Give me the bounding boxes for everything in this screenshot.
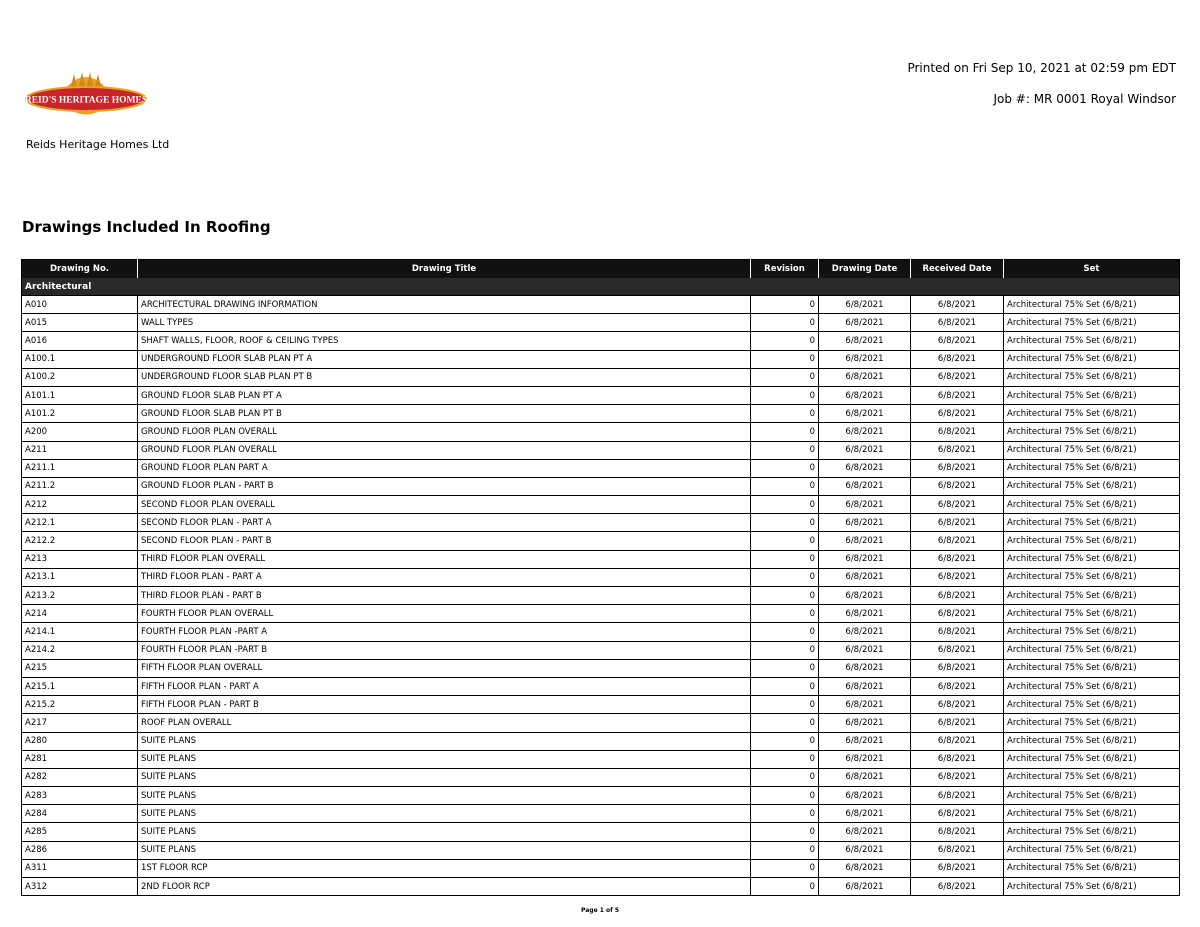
col-header-drawing-date: Drawing Date — [819, 260, 911, 279]
set-cell: Architectural 75% Set (6/8/21) — [1004, 386, 1180, 404]
drawing-date-cell: 6/8/2021 — [819, 732, 911, 750]
drawing-no-cell: A311 — [22, 859, 138, 877]
table-row — [22, 459, 1180, 477]
drawing-no-cell: A213.2 — [22, 587, 138, 605]
col-header-received-date: Received Date — [911, 260, 1004, 279]
drawing-date-cell: 6/8/2021 — [819, 623, 911, 641]
drawing-date-cell: 6/8/2021 — [819, 696, 911, 714]
table-row — [22, 696, 1180, 714]
set-cell: Architectural 75% Set (6/8/21) — [1004, 459, 1180, 477]
drawing-no-cell: A215.2 — [22, 696, 138, 714]
set-cell: Architectural 75% Set (6/8/21) — [1004, 477, 1180, 495]
set-cell: Architectural 75% Set (6/8/21) — [1004, 641, 1180, 659]
drawing-title-cell: GROUND FLOOR SLAB PLAN PT A — [138, 386, 751, 404]
set-cell: Architectural 75% Set (6/8/21) — [1004, 623, 1180, 641]
table-row — [22, 659, 1180, 677]
revision-cell: 0 — [751, 587, 819, 605]
drawing-no-cell: A010 — [22, 296, 138, 314]
received-date-cell: 6/8/2021 — [911, 805, 1004, 823]
table-row — [22, 386, 1180, 404]
drawing-no-cell: A101.2 — [22, 405, 138, 423]
logo-wordmark: REID'S HERITAGE HOMES — [24, 95, 148, 106]
printed-timestamp: Printed on Fri Sep 10, 2021 at 02:59 pm EDT — [907, 61, 1176, 75]
drawing-no-cell: A280 — [22, 732, 138, 750]
drawing-title-cell: SECOND FLOOR PLAN - PART B — [138, 532, 751, 550]
table-row — [22, 514, 1180, 532]
set-cell: Architectural 75% Set (6/8/21) — [1004, 787, 1180, 805]
received-date-cell: 6/8/2021 — [911, 605, 1004, 623]
revision-cell: 0 — [751, 368, 819, 386]
drawing-date-cell: 6/8/2021 — [819, 332, 911, 350]
set-cell: Architectural 75% Set (6/8/21) — [1004, 332, 1180, 350]
drawing-date-cell: 6/8/2021 — [819, 659, 911, 677]
table-row — [22, 423, 1180, 441]
drawing-no-cell: A214.1 — [22, 623, 138, 641]
revision-cell: 0 — [751, 732, 819, 750]
drawing-no-cell: A212.2 — [22, 532, 138, 550]
table-row — [22, 496, 1180, 514]
table-row — [22, 332, 1180, 350]
table-row — [22, 641, 1180, 659]
drawing-title-cell: ARCHITECTURAL DRAWING INFORMATION — [138, 296, 751, 314]
drawing-no-cell: A312 — [22, 878, 138, 896]
drawing-no-cell: A283 — [22, 787, 138, 805]
set-cell: Architectural 75% Set (6/8/21) — [1004, 550, 1180, 568]
drawing-date-cell: 6/8/2021 — [819, 514, 911, 532]
drawing-no-cell: A281 — [22, 750, 138, 768]
set-cell: Architectural 75% Set (6/8/21) — [1004, 441, 1180, 459]
set-cell: Architectural 75% Set (6/8/21) — [1004, 532, 1180, 550]
received-date-cell: 6/8/2021 — [911, 368, 1004, 386]
col-header-revision: Revision — [751, 260, 819, 279]
set-cell: Architectural 75% Set (6/8/21) — [1004, 368, 1180, 386]
drawing-title-cell: SUITE PLANS — [138, 768, 751, 786]
drawing-date-cell: 6/8/2021 — [819, 714, 911, 732]
received-date-cell: 6/8/2021 — [911, 332, 1004, 350]
set-cell: Architectural 75% Set (6/8/21) — [1004, 423, 1180, 441]
received-date-cell: 6/8/2021 — [911, 477, 1004, 495]
revision-cell: 0 — [751, 386, 819, 404]
set-cell: Architectural 75% Set (6/8/21) — [1004, 605, 1180, 623]
drawing-title-cell: GROUND FLOOR PLAN OVERALL — [138, 423, 751, 441]
drawing-date-cell: 6/8/2021 — [819, 605, 911, 623]
drawing-date-cell: 6/8/2021 — [819, 459, 911, 477]
drawing-title-cell: SECOND FLOOR PLAN OVERALL — [138, 496, 751, 514]
received-date-cell: 6/8/2021 — [911, 459, 1004, 477]
set-cell: Architectural 75% Set (6/8/21) — [1004, 823, 1180, 841]
drawing-date-cell: 6/8/2021 — [819, 768, 911, 786]
set-cell: Architectural 75% Set (6/8/21) — [1004, 714, 1180, 732]
drawing-title-cell: 2ND FLOOR RCP — [138, 878, 751, 896]
revision-cell: 0 — [751, 859, 819, 877]
drawing-no-cell: A100.1 — [22, 350, 138, 368]
drawing-no-cell: A211.2 — [22, 477, 138, 495]
drawing-title-cell: GROUND FLOOR PLAN - PART B — [138, 477, 751, 495]
drawing-date-cell: 6/8/2021 — [819, 587, 911, 605]
set-cell: Architectural 75% Set (6/8/21) — [1004, 732, 1180, 750]
received-date-cell: 6/8/2021 — [911, 859, 1004, 877]
drawing-no-cell: A285 — [22, 823, 138, 841]
received-date-cell: 6/8/2021 — [911, 659, 1004, 677]
table-row — [22, 768, 1180, 786]
drawing-no-cell: A015 — [22, 314, 138, 332]
revision-cell: 0 — [751, 477, 819, 495]
drawing-no-cell: A284 — [22, 805, 138, 823]
drawing-date-cell: 6/8/2021 — [819, 841, 911, 859]
table-row — [22, 623, 1180, 641]
drawing-title-cell: FIFTH FLOOR PLAN - PART A — [138, 677, 751, 695]
received-date-cell: 6/8/2021 — [911, 532, 1004, 550]
revision-cell: 0 — [751, 805, 819, 823]
drawing-date-cell: 6/8/2021 — [819, 859, 911, 877]
page-title: Drawings Included In Roofing — [22, 218, 271, 236]
drawing-no-cell: A213 — [22, 550, 138, 568]
drawing-date-cell: 6/8/2021 — [819, 805, 911, 823]
drawing-title-cell: SHAFT WALLS, FLOOR, ROOF & CEILING TYPES — [138, 332, 751, 350]
received-date-cell: 6/8/2021 — [911, 550, 1004, 568]
received-date-cell: 6/8/2021 — [911, 514, 1004, 532]
drawing-title-cell: SUITE PLANS — [138, 841, 751, 859]
drawing-no-cell: A212.1 — [22, 514, 138, 532]
col-header-set: Set — [1004, 260, 1180, 279]
drawing-no-cell: A100.2 — [22, 368, 138, 386]
set-cell: Architectural 75% Set (6/8/21) — [1004, 696, 1180, 714]
received-date-cell: 6/8/2021 — [911, 714, 1004, 732]
table-row — [22, 568, 1180, 586]
received-date-cell: 6/8/2021 — [911, 787, 1004, 805]
table-row — [22, 714, 1180, 732]
table-body — [22, 278, 1180, 896]
revision-cell: 0 — [751, 750, 819, 768]
drawing-title-cell: 1ST FLOOR RCP — [138, 859, 751, 877]
section-label: Architectural — [22, 278, 1180, 296]
drawing-date-cell: 6/8/2021 — [819, 368, 911, 386]
drawing-date-cell: 6/8/2021 — [819, 441, 911, 459]
received-date-cell: 6/8/2021 — [911, 696, 1004, 714]
set-cell: Architectural 75% Set (6/8/21) — [1004, 859, 1180, 877]
revision-cell: 0 — [751, 768, 819, 786]
drawing-date-cell: 6/8/2021 — [819, 405, 911, 423]
drawing-no-cell: A215.1 — [22, 677, 138, 695]
drawing-date-cell: 6/8/2021 — [819, 787, 911, 805]
drawing-title-cell: UNDERGROUND FLOOR SLAB PLAN PT A — [138, 350, 751, 368]
drawing-no-cell: A200 — [22, 423, 138, 441]
set-cell: Architectural 75% Set (6/8/21) — [1004, 496, 1180, 514]
received-date-cell: 6/8/2021 — [911, 587, 1004, 605]
received-date-cell: 6/8/2021 — [911, 623, 1004, 641]
set-cell: Architectural 75% Set (6/8/21) — [1004, 296, 1180, 314]
table-row — [22, 841, 1180, 859]
drawing-title-cell: SUITE PLANS — [138, 823, 751, 841]
revision-cell: 0 — [751, 459, 819, 477]
revision-cell: 0 — [751, 677, 819, 695]
revision-cell: 0 — [751, 332, 819, 350]
logo-graphic — [24, 70, 148, 120]
table-row — [22, 732, 1180, 750]
drawings-table — [21, 259, 1180, 896]
drawing-date-cell: 6/8/2021 — [819, 823, 911, 841]
revision-cell: 0 — [751, 605, 819, 623]
table-row — [22, 296, 1180, 314]
set-cell: Architectural 75% Set (6/8/21) — [1004, 405, 1180, 423]
set-cell: Architectural 75% Set (6/8/21) — [1004, 768, 1180, 786]
revision-cell: 0 — [751, 441, 819, 459]
revision-cell: 0 — [751, 568, 819, 586]
received-date-cell: 6/8/2021 — [911, 750, 1004, 768]
received-date-cell: 6/8/2021 — [911, 841, 1004, 859]
drawing-no-cell: A211.1 — [22, 459, 138, 477]
drawing-title-cell: FIFTH FLOOR PLAN OVERALL — [138, 659, 751, 677]
table-row — [22, 823, 1180, 841]
drawing-no-cell: A211 — [22, 441, 138, 459]
drawing-date-cell: 6/8/2021 — [819, 641, 911, 659]
drawing-date-cell: 6/8/2021 — [819, 750, 911, 768]
revision-cell: 0 — [751, 550, 819, 568]
revision-cell: 0 — [751, 623, 819, 641]
received-date-cell: 6/8/2021 — [911, 350, 1004, 368]
col-header-drawing-no: Drawing No. — [22, 260, 138, 279]
received-date-cell: 6/8/2021 — [911, 568, 1004, 586]
drawing-date-cell: 6/8/2021 — [819, 496, 911, 514]
company-logo — [24, 70, 148, 120]
set-cell: Architectural 75% Set (6/8/21) — [1004, 568, 1180, 586]
drawing-date-cell: 6/8/2021 — [819, 386, 911, 404]
received-date-cell: 6/8/2021 — [911, 677, 1004, 695]
drawing-no-cell: A214 — [22, 605, 138, 623]
table-row — [22, 859, 1180, 877]
revision-cell: 0 — [751, 405, 819, 423]
set-cell: Architectural 75% Set (6/8/21) — [1004, 350, 1180, 368]
table-row — [22, 350, 1180, 368]
received-date-cell: 6/8/2021 — [911, 496, 1004, 514]
received-date-cell: 6/8/2021 — [911, 405, 1004, 423]
drawing-title-cell: WALL TYPES — [138, 314, 751, 332]
drawing-no-cell: A101.1 — [22, 386, 138, 404]
drawing-title-cell: THIRD FLOOR PLAN OVERALL — [138, 550, 751, 568]
drawing-title-cell: FOURTH FLOOR PLAN OVERALL — [138, 605, 751, 623]
set-cell: Architectural 75% Set (6/8/21) — [1004, 514, 1180, 532]
revision-cell: 0 — [751, 514, 819, 532]
drawing-date-cell: 6/8/2021 — [819, 296, 911, 314]
revision-cell: 0 — [751, 314, 819, 332]
revision-cell: 0 — [751, 496, 819, 514]
table-header-row — [22, 260, 1180, 279]
received-date-cell: 6/8/2021 — [911, 296, 1004, 314]
table-row — [22, 550, 1180, 568]
revision-cell: 0 — [751, 823, 819, 841]
received-date-cell: 6/8/2021 — [911, 823, 1004, 841]
drawing-date-cell: 6/8/2021 — [819, 477, 911, 495]
table-row — [22, 477, 1180, 495]
received-date-cell: 6/8/2021 — [911, 423, 1004, 441]
received-date-cell: 6/8/2021 — [911, 878, 1004, 896]
set-cell: Architectural 75% Set (6/8/21) — [1004, 587, 1180, 605]
set-cell: Architectural 75% Set (6/8/21) — [1004, 878, 1180, 896]
drawing-title-cell: GROUND FLOOR SLAB PLAN PT B — [138, 405, 751, 423]
drawing-date-cell: 6/8/2021 — [819, 532, 911, 550]
drawing-title-cell: THIRD FLOOR PLAN - PART B — [138, 587, 751, 605]
company-name: Reids Heritage Homes Ltd — [26, 138, 170, 151]
drawing-no-cell: A213.1 — [22, 568, 138, 586]
table-row — [22, 441, 1180, 459]
revision-cell: 0 — [751, 841, 819, 859]
revision-cell: 0 — [751, 878, 819, 896]
table-row — [22, 532, 1180, 550]
set-cell: Architectural 75% Set (6/8/21) — [1004, 805, 1180, 823]
table-row — [22, 368, 1180, 386]
set-cell: Architectural 75% Set (6/8/21) — [1004, 750, 1180, 768]
set-cell: Architectural 75% Set (6/8/21) — [1004, 841, 1180, 859]
table-row — [22, 787, 1180, 805]
drawing-date-cell: 6/8/2021 — [819, 314, 911, 332]
drawing-no-cell: A215 — [22, 659, 138, 677]
drawing-date-cell: 6/8/2021 — [819, 878, 911, 896]
received-date-cell: 6/8/2021 — [911, 314, 1004, 332]
set-cell: Architectural 75% Set (6/8/21) — [1004, 314, 1180, 332]
table-row — [22, 878, 1180, 896]
table-row — [22, 314, 1180, 332]
drawing-title-cell: FOURTH FLOOR PLAN -PART B — [138, 641, 751, 659]
received-date-cell: 6/8/2021 — [911, 641, 1004, 659]
set-cell: Architectural 75% Set (6/8/21) — [1004, 659, 1180, 677]
revision-cell: 0 — [751, 696, 819, 714]
table-row — [22, 405, 1180, 423]
drawing-date-cell: 6/8/2021 — [819, 423, 911, 441]
drawing-title-cell: UNDERGROUND FLOOR SLAB PLAN PT B — [138, 368, 751, 386]
drawing-title-cell: THIRD FLOOR PLAN - PART A — [138, 568, 751, 586]
drawing-title-cell: ROOF PLAN OVERALL — [138, 714, 751, 732]
drawing-no-cell: A016 — [22, 332, 138, 350]
col-header-drawing-title: Drawing Title — [138, 260, 751, 279]
drawing-title-cell: SUITE PLANS — [138, 805, 751, 823]
table-row — [22, 605, 1180, 623]
drawing-no-cell: A282 — [22, 768, 138, 786]
revision-cell: 0 — [751, 350, 819, 368]
revision-cell: 0 — [751, 714, 819, 732]
set-cell: Architectural 75% Set (6/8/21) — [1004, 677, 1180, 695]
drawing-title-cell: FIFTH FLOOR PLAN - PART B — [138, 696, 751, 714]
revision-cell: 0 — [751, 296, 819, 314]
received-date-cell: 6/8/2021 — [911, 768, 1004, 786]
drawing-date-cell: 6/8/2021 — [819, 568, 911, 586]
table-row — [22, 805, 1180, 823]
drawing-title-cell: SUITE PLANS — [138, 750, 751, 768]
table-row — [22, 750, 1180, 768]
drawing-no-cell: A214.2 — [22, 641, 138, 659]
received-date-cell: 6/8/2021 — [911, 732, 1004, 750]
received-date-cell: 6/8/2021 — [911, 441, 1004, 459]
received-date-cell: 6/8/2021 — [911, 386, 1004, 404]
drawing-date-cell: 6/8/2021 — [819, 677, 911, 695]
drawing-title-cell: SUITE PLANS — [138, 732, 751, 750]
drawing-title-cell: SUITE PLANS — [138, 787, 751, 805]
drawing-no-cell: A286 — [22, 841, 138, 859]
revision-cell: 0 — [751, 532, 819, 550]
drawing-no-cell: A217 — [22, 714, 138, 732]
revision-cell: 0 — [751, 659, 819, 677]
job-number: Job #: MR 0001 Royal Windsor — [993, 92, 1176, 106]
drawing-title-cell: GROUND FLOOR PLAN OVERALL — [138, 441, 751, 459]
table-row — [22, 677, 1180, 695]
table-row — [22, 587, 1180, 605]
drawing-title-cell: GROUND FLOOR PLAN PART A — [138, 459, 751, 477]
revision-cell: 0 — [751, 641, 819, 659]
drawing-no-cell: A212 — [22, 496, 138, 514]
revision-cell: 0 — [751, 423, 819, 441]
drawing-title-cell: SECOND FLOOR PLAN - PART A — [138, 514, 751, 532]
revision-cell: 0 — [751, 787, 819, 805]
drawing-title-cell: FOURTH FLOOR PLAN -PART A — [138, 623, 751, 641]
section-row — [22, 278, 1180, 296]
page-number: Page 1 of 5 — [581, 907, 619, 914]
drawing-date-cell: 6/8/2021 — [819, 350, 911, 368]
drawing-date-cell: 6/8/2021 — [819, 550, 911, 568]
